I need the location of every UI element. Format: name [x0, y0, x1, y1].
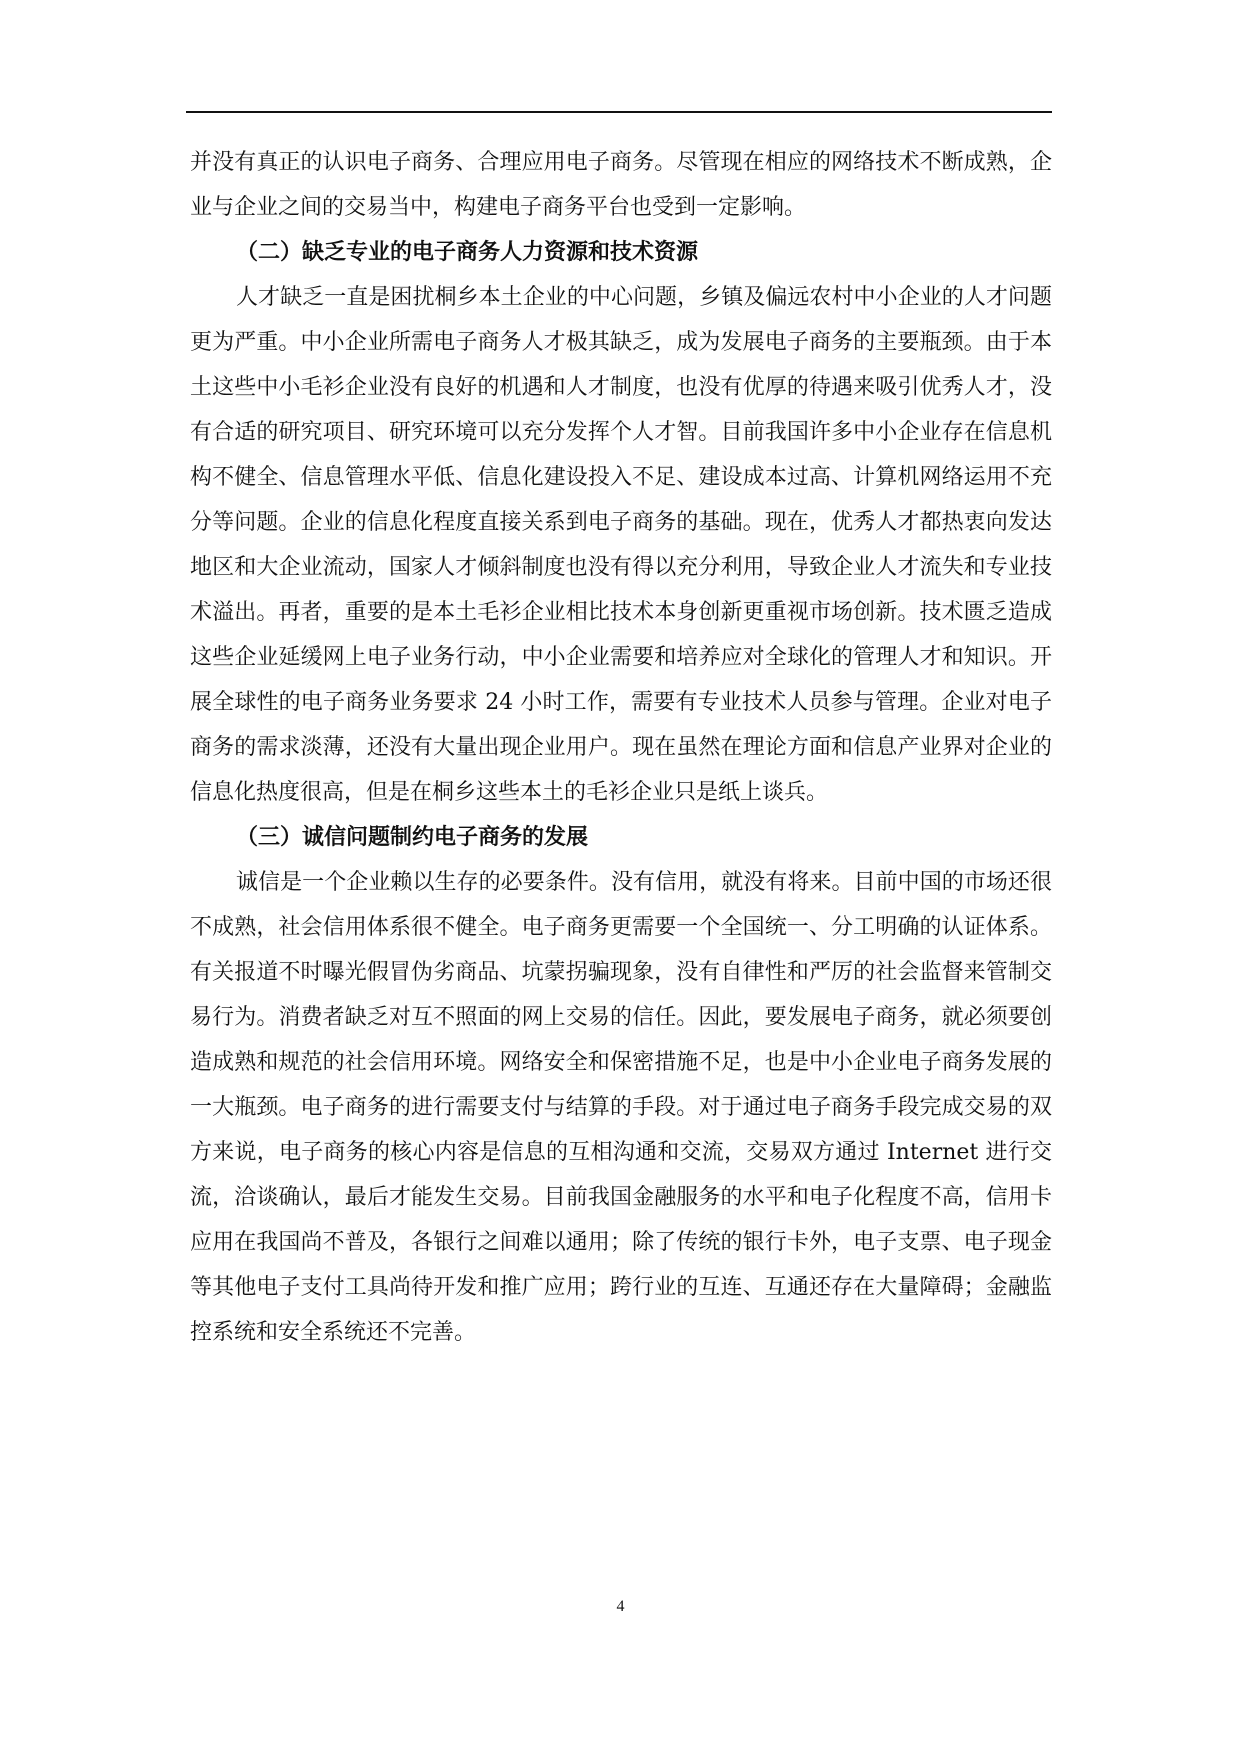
section-heading-2: （二）缺乏专业的电子商务人力资源和技术资源: [236, 240, 699, 265]
page-body: [190, 140, 1052, 1355]
paragraph-credit-issues: 诚信是一个企业赖以生存的必要条件。没有信用，就没有将来。目前中国的市场还很不成熟，社会信用体系很不健全。电子商务更需要一个全国统一、分工明确的认证体系。有关报道不时曝光假冒伪劣商品、坑蒙拐骗现象，没有自律性和严厉的社会监督来管制交易行为。消费者缺乏对互不照面的网上交易的信任。因此，要发展电子商务，就必须要创造成熟和规范的社会信用环境。网络安全和保密措施不足，也是中小企业电子商务发展的一大瓶颈。电子商务的进行需要支付与结算的手段。对于通过电子商务手段完成交易的双方来说，电子商务的核心内容是信息的互相沟通和交流，交易双方通过 Internet 进行交流，洽谈确认，最后才能发生交易。目前我国金融服务的水平和电子化程度不高，信用卡应用在我国尚不普及，各银行之间难以通用；除了传统的银行卡外，电子支票、电子现金等其他电子支付工具尚待开发和推广应用；跨行业的互连、互通还存在大量障碍；金融监控系统和安全系统还不完善。: [190, 870, 1052, 1345]
section-heading-3: （三）诚信问题制约电子商务的发展: [236, 825, 589, 850]
header-rule: [186, 111, 1052, 113]
paragraph-continuation: 并没有真正的认识电子商务、合理应用电子商务。尽管现在相应的网络技术不断成熟，企业与企业之间的交易当中，构建电子商务平台也受到一定影响。: [190, 150, 1052, 220]
page-number: 4: [616, 1598, 625, 1615]
paragraph-talent-shortage: 人才缺乏一直是困扰桐乡本土企业的中心问题，乡镇及偏远农村中小企业的人才问题更为严重。中小企业所需电子商务人才极其缺乏，成为发展电子商务的主要瓶颈。由于本土这些中小毛衫企业没有良好的机遇和人才制度，也没有优厚的待遇来吸引优秀人才，没有合适的研究项目、研究环境可以充分发挥个人才智。目前我国许多中小企业存在信息机构不健全、信息管理水平低、信息化建设投入不足、建设成本过高、计算机网络运用不充分等问题。企业的信息化程度直接关系到电子商务的基础。现在，优秀人才都热衷向发达地区和大企业流动，国家人才倾斜制度也没有得以充分利用，导致企业人才流失和专业技术溢出。再者，重要的是本土毛衫企业相比技术本身创新更重视市场创新。技术匮乏造成这些企业延缓网上电子业务行动，中小企业需要和培养应对全球化的管理人才和知识。开展全球性的电子商务业务要求 24 小时工作，需要有专业技术人员参与管理。企业对电子商务的需求淡薄，还没有大量出现企业用户。现在虽然在理论方面和信息产业界对企业的信息化热度很高，但是在桐乡这些本土的毛衫企业只是纸上谈兵。: [190, 285, 1052, 805]
